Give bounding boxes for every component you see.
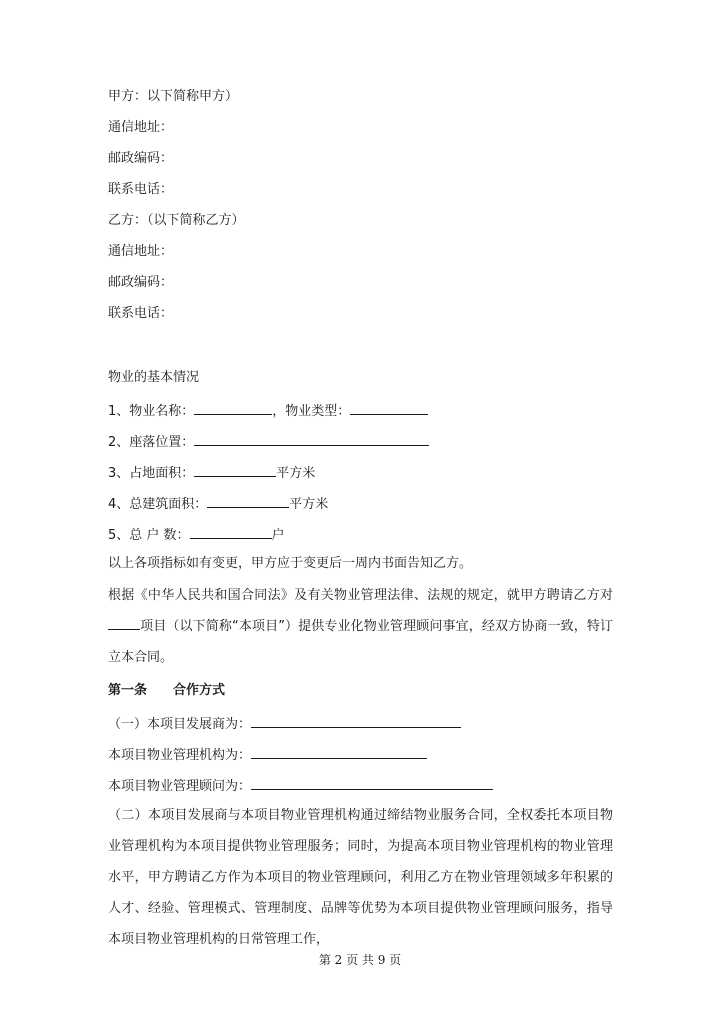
change-notice: 以上各项指标如有变更，甲方应于变更后一周内书面告知乙方。	[108, 556, 473, 571]
preamble-text-before: 根据《中华人民共和国合同法》及有关物业管理法律、法规的规定，就甲方聘请乙方对	[108, 588, 613, 603]
property-name-line	[108, 401, 428, 420]
party-a-address-label: 通信地址：	[108, 120, 174, 135]
property-land-area-line	[108, 463, 315, 482]
property-households-line	[108, 525, 285, 544]
developer-line	[108, 714, 461, 733]
article-1-heading	[108, 683, 225, 699]
party-a-title: 甲方：以下简称甲方）	[108, 89, 239, 104]
property-location-blank	[194, 432, 429, 446]
property-households-blank	[190, 525, 272, 539]
property-households-unit: 户	[271, 528, 285, 543]
property-type-label: ，物业类型：	[272, 404, 351, 419]
property-building-area-blank	[207, 494, 289, 508]
property-land-area-blank	[194, 463, 276, 477]
article-1-clause-2: （二）本项目发展商与本项目物业管理机构通过缔结物业服务合同，全权委托本项目物业管理机构为本项目提供物业管理服务；同时，为提高本项目物业管理机构的物业管理水平，甲方聘请乙方作为本项目的物业管理顾问，利用乙方在物业管理领域多年积累的人才、经验、管理模式、管理制度、品牌等优势为本项目提供物业管理顾问服务，指导本项目物业管理机构的日常管理工作，	[108, 808, 613, 947]
property-name-blank	[194, 401, 272, 415]
party-b-address-label: 通信地址：	[108, 244, 174, 259]
developer-blank	[251, 714, 461, 728]
preamble-text-after: 项目（以下简称“本项目”）提供专业化物业管理顾问事宜，经双方协商一致，特订立本合同。	[108, 619, 613, 665]
property-building-area-line	[108, 494, 328, 513]
property-location-label: 2、座落位置：	[108, 435, 195, 450]
party-b-title: 乙方：（以下简称乙方）	[108, 213, 245, 228]
property-building-area-label: 4、总建筑面积：	[108, 497, 208, 512]
article-1-title: 合作方式	[173, 683, 226, 698]
property-type-blank	[350, 401, 428, 415]
article-1-number: 第一条	[108, 683, 148, 698]
agency-line	[108, 745, 427, 764]
property-land-area-label: 3、占地面积：	[108, 466, 195, 481]
party-a-phone-label: 联系电话：	[108, 182, 174, 197]
preamble-paragraph	[108, 580, 613, 673]
consultant-line	[108, 776, 493, 795]
party-b-phone-label: 联系电话：	[108, 306, 174, 321]
agency-blank	[251, 745, 427, 759]
agency-label: 本项目物业管理机构为：	[108, 748, 252, 763]
property-heading: 物业的基本情况	[108, 370, 200, 385]
property-name-label: 1、物业名称：	[108, 404, 195, 419]
preamble-project-blank	[108, 616, 140, 630]
page-footer: 第 2 页 共 9 页	[318, 953, 402, 967]
party-a-postcode-label: 邮政编码：	[108, 151, 174, 166]
property-location-line	[108, 432, 429, 451]
consultant-label: 本项目物业管理顾问为：	[108, 779, 252, 794]
developer-label: （一）本项目发展商为：	[108, 717, 252, 732]
party-b-postcode-label: 邮政编码：	[108, 275, 174, 290]
property-households-label: 5、总 户 数：	[108, 528, 190, 543]
consultant-blank	[251, 776, 493, 790]
property-building-area-unit: 平方米	[289, 497, 329, 512]
property-land-area-unit: 平方米	[276, 466, 316, 481]
